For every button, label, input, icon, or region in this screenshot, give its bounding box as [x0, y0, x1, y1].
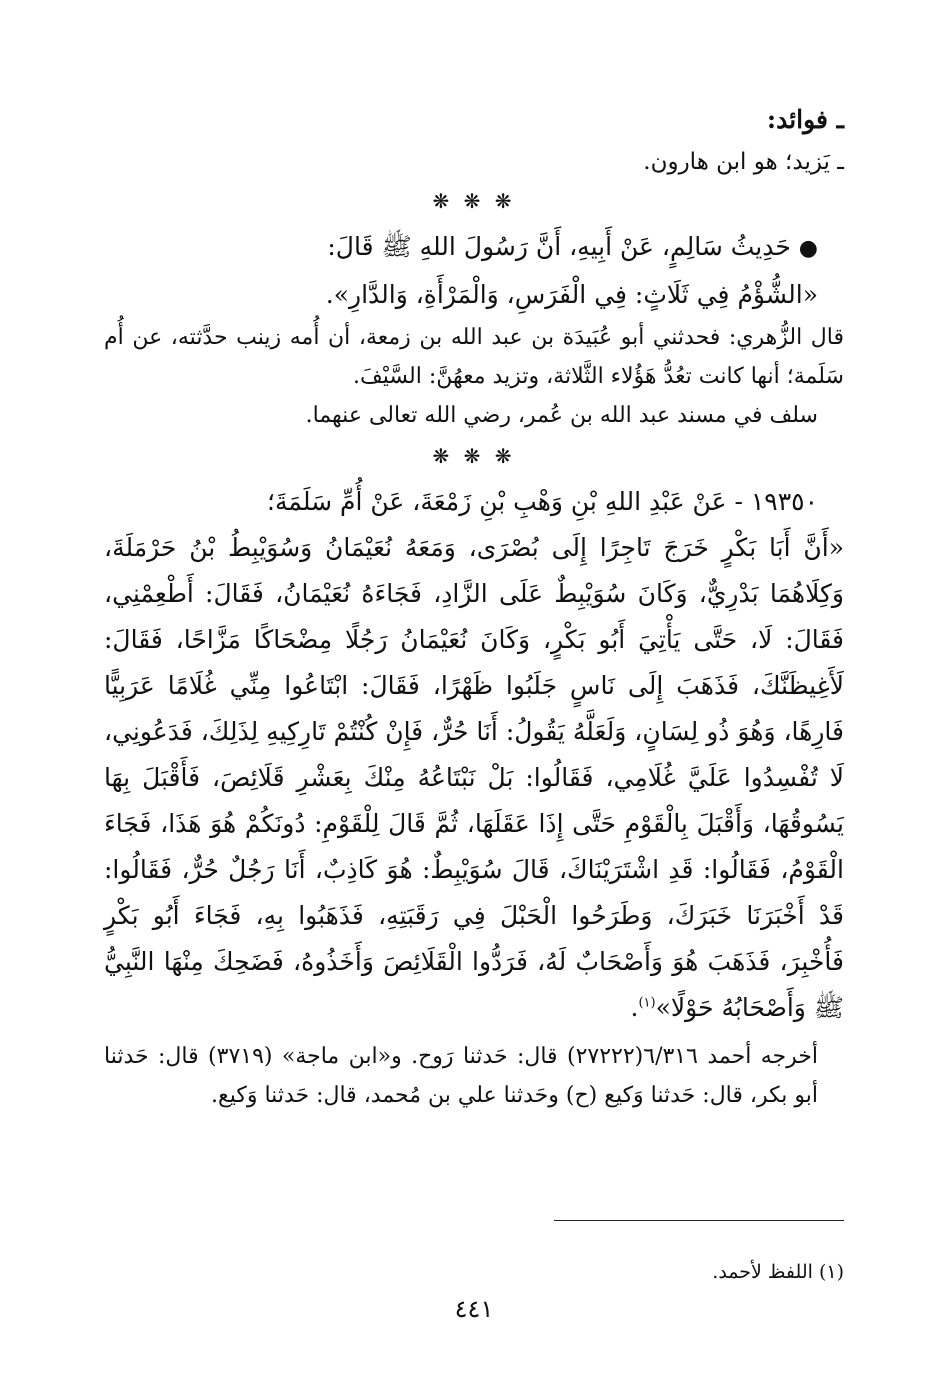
hadith-matn-end: . — [630, 993, 639, 1022]
hadith-isnad-text: عَنْ عَبْدِ اللهِ بْنِ وَهْبِ بْنِ زَمْعَةَ، عَنْ أُمِّ سَلَمَةَ؛ — [267, 487, 727, 516]
footnote-divider — [554, 1220, 844, 1221]
salaf-note: سلف في مسند عبد الله بن عُمر، رضي الله تعالى عنهما. — [305, 403, 818, 428]
takhrij-text: أخرجه أحمد ٦/٣١٦(٢٧٢٢٢) قال: حَدثنا رَوح. و«ابن ماجة» (٣٧١٩) قال: حَدثنا أبو بكر، قال: حَدثنا وَكيع (ح) وحَدثنا علي بن مُحمد، قال: حَدثنا وَكيع. — [104, 1044, 818, 1108]
hadith-matn: «الشُّؤْمُ فِي ثَلَاثٍ: فِي الْفَرَسِ، وَالْمَرْأَةِ، وَالدَّارِ». — [325, 280, 818, 309]
hadith-matn-text: «أَنَّ أَبَا بَكْرٍ خَرَجَ تَاجِرًا إِلَى بُصْرَى، وَمَعَهُ نُعَيْمَانُ وَسُوَيْبِطُ بْنُ حَرْمَلَةَ، وَكِلَاهُمَا بَدْرِيٌّ، وَكَانَ سُوَيْبِطٌ عَلَى الزَّادِ، فَجَاءَهُ نُعَيْمَانُ، فَقَالَ: أَطْعِمْنِي، فَقَالَ: لَا، حَتَّى يَأْتِيَ أَبُو بَكْرٍ، وَكَانَ نُعَيْمَانُ رَجُلًا مِضْحَاكًا مَزَّاحًا، فَقَالَ: لَأَغِيظَنَّكَ، فَذَهَبَ إِلَى نَاسٍ جَلَبُوا ظَهْرًا، فَقَالَ: ابْتَاعُوا مِنِّي غُلَامًا عَرَبِيًّا فَارِهًا، وَهُوَ ذُو لِسَانٍ، وَلَعَلَّهُ يَقُولُ: أَنَا حُرٌّ، فَإِنْ كُنْتُمْ تَارِكِيهِ لِذَلِكَ، فَدَعُونِي، لَا تُفْسِدُوا عَلَيَّ غُلَامِي، فَقَالُوا: بَلْ نَبْتَاعُهُ مِنْكَ بِعَشْرِ قَلَائِصَ، فَأَقْبَلَ بِهَا يَسُوقُهَا، وَأَقْبَلَ بِالْقَوْمِ حَتَّى إِذَا عَقَلَهَا، ثُمَّ قَالَ لِلْقَوْمِ: دُونَكُمْ هُوَ هَذَا، فَجَاءَ الْقَوْمُ، فَقَالُوا: قَدِ اشْتَرَيْنَاكَ، قَالَ سُوَيْبِطٌ: هُوَ كَاذِبٌ، أَنَا رَجُلٌ حُرٌّ، فَقَالُوا: قَدْ أَخْبَرَنَا خَبَرَكَ، وَطَرَحُوا الْحَبْلَ فِي رَقَبَتِهِ، فَذَهَبُوا بِهِ، فَجَاءَ أَبُو بَكْرٍ فَأُخْبِرَ، فَذَهَبَ هُوَ وَأَصْحَابٌ لَهُ، فَرَدُّوا الْقَلَائِصَ وَأَخَذُوهُ، فَضَحِكَ مِنْهَا النَّبِيُّ ﷺ وَأَصْحَابُهُ حَوْلًا» — [104, 533, 844, 1022]
page-number: ٤٤١ — [454, 1295, 494, 1323]
section-separator: ❋ ❋ ❋ — [432, 189, 516, 213]
footnote-text: (١) اللفظ لأحمد. — [712, 1261, 844, 1283]
fawaid-note: ـ يَزيد؛ هو ابن هارون. — [643, 149, 844, 175]
fawaid-heading: ـ فوائد: — [766, 105, 844, 134]
bullet-icon: ● — [798, 236, 818, 261]
hadith-isnad-text: حَدِيثُ سَالِمٍ، عَنْ أَبِيهِ، أَنَّ رَسُولَ اللهِ ﷺ قَالَ: — [327, 232, 791, 261]
hadith-matn — [104, 525, 844, 1031]
zuhri-note: قال الزُّهري: فحدثني أبو عُبَيدَة بن عبد الله بن زمعة، أن أُمه زينب حدَّثته، عن أُم سَلَمة؛ أنها كانت تعُدُّ هَؤُلاء الثَّلاثة، وتزيد معهُنَّ: السَّيْفَ. — [104, 325, 844, 389]
page-body — [104, 100, 844, 1342]
hadith-heading: ١٩٣٥٠ - عَنْ عَبْدِ اللهِ بْنِ وَهْبِ بْنِ زَمْعَةَ، عَنْ أُمِّ سَلَمَةَ؛ — [267, 487, 818, 516]
section-separator: ❋ ❋ ❋ — [432, 444, 516, 468]
hadith-number: ١٩٣٥٠ — [750, 487, 818, 516]
footnote-reference[interactable]: (١) — [638, 995, 656, 1011]
hadith-isnad — [104, 224, 844, 272]
